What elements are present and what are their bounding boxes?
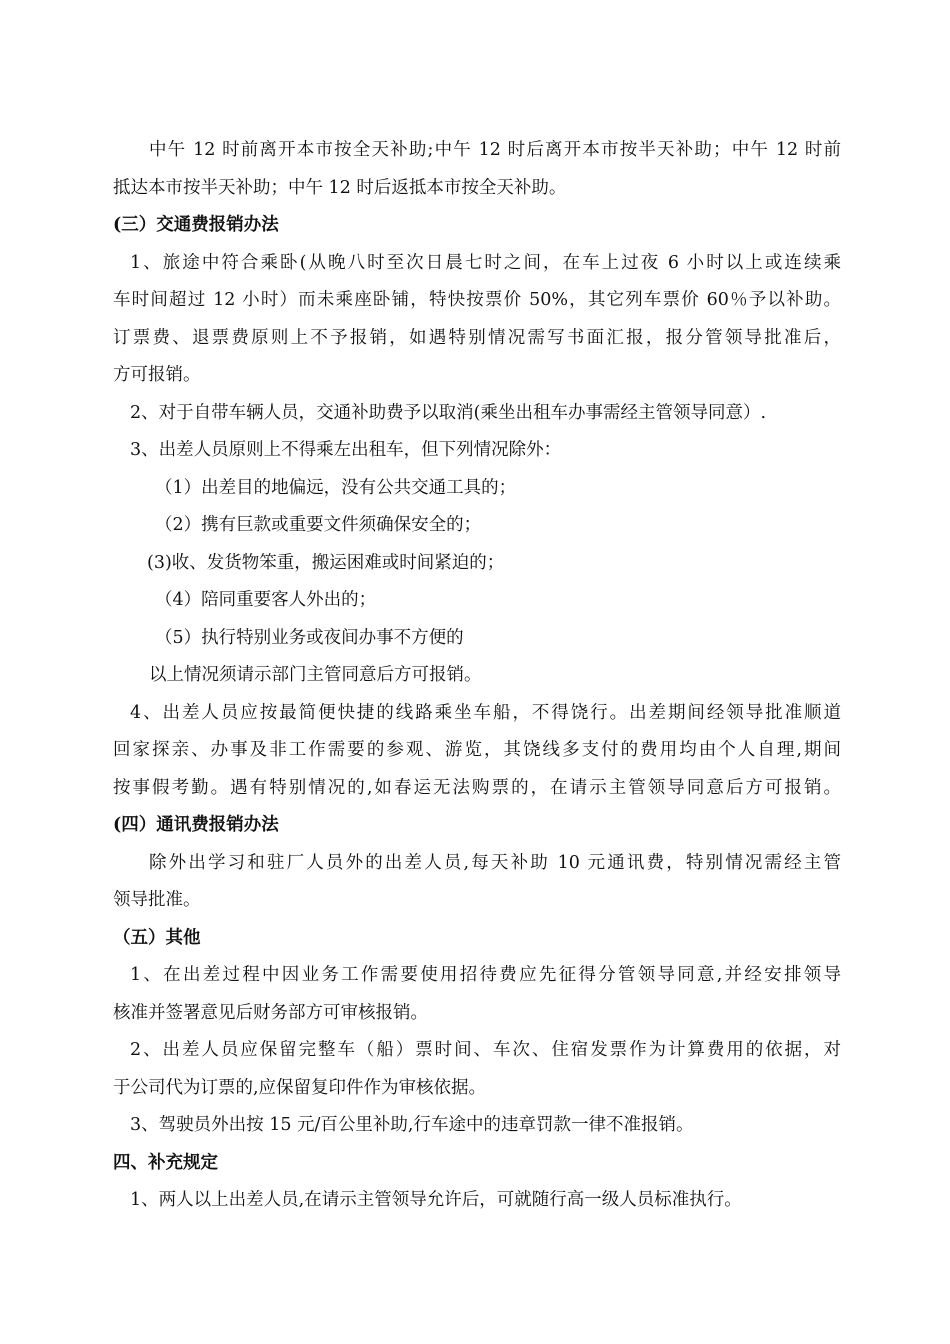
paragraph-line: 3、驾驶员外出按 15 元/百公里补助,行车途中的违章罚款一律不准报销。: [130, 1115, 694, 1135]
section-heading: （五）其他: [113, 927, 201, 948]
paragraph-line: (3)收、发货物笨重，搬运困难或时间紧迫的；: [147, 552, 505, 573]
paragraph-line: 1、旅途中符合乘卧(从晚八时至次日晨七时之间，在车上过夜 6 小时以上或连续乘: [130, 252, 841, 273]
section-heading: (四）通讯费报销办法: [113, 815, 279, 835]
paragraph-line: （1）出差目的地偏远，没有公共交通工具的；: [155, 477, 517, 498]
paragraph-line: 回家探亲、办事及非工作需要的参观、游览，其饶线多支付的费用均由个人自理,期间: [113, 740, 841, 760]
document-body: [113, 132, 841, 1220]
paragraph-line: 4、出差人员应按最简便快捷的线路乘坐车船，不得饶行。出差期间经领导批准顺道: [130, 702, 841, 723]
paragraph-line: （4）陪同重要客人外出的；: [155, 590, 377, 610]
paragraph-line: （5）执行特别业务或夜间办事不方便的: [155, 627, 464, 648]
paragraph-line: 2、出差人员应保留完整车（船）票时间、车次、住宿发票作为计算费用的依据，对: [130, 1040, 841, 1060]
paragraph-line: 除外出学习和驻厂人员外的出差人员,每天补助 10 元通讯费，特别情况需经主管: [149, 852, 841, 873]
paragraph-line: 车时间超过 12 小时）而未乘座卧铺，特快按票价 50%，其它列车票价 60％予以补助。: [113, 290, 841, 310]
paragraph-line: 以上情况须请示部门主管同意后方可报销。: [149, 665, 482, 685]
section-heading: 四、补充规定: [113, 1152, 218, 1173]
paragraph-line: （2）携有巨款或重要文件须确保安全的；: [155, 515, 482, 535]
paragraph-line: 3、出差人员原则上不得乘左出租车，但下列情况除外：: [130, 440, 562, 460]
paragraph-line: 方可报销。: [113, 365, 201, 385]
paragraph-line: 中午 12 时前离开本市按全天补助;中午 12 时后离开本市按半天补助；中午 12 时前: [149, 140, 841, 160]
paragraph-line: 抵达本市按半天补助；中午 12 时后返抵本市按全天补助。: [113, 177, 567, 198]
paragraph-line: 领导批准。: [113, 890, 201, 910]
paragraph-line: 按事假考勤。遇有特别情况的,如春运无法购票的，在请示主管领导同意后方可报销。: [113, 777, 841, 798]
paragraph-line: 核准并签署意见后财务部方可审核报销。: [113, 1002, 428, 1023]
paragraph-line: 于公司代为订票的,应保留复印件作为审核依据。: [113, 1077, 487, 1098]
paragraph-line: 订票费、退票费原则上不予报销，如遇特别情况需写书面汇报，报分管领导批准后，: [113, 327, 841, 348]
paragraph-line: 1、两人以上出差人员,在请示主管领导允许后，可就随行高一级人员标准执行。: [130, 1190, 742, 1210]
paragraph-line: 2、对于自带车辆人员，交通补助费予以取消(乘坐出租车办事需经主管领导同意）.: [130, 402, 767, 423]
section-heading: (三）交通费报销办法: [113, 215, 279, 235]
paragraph-line: 1、在出差过程中因业务工作需要使用招待费应先征得分管领导同意,并经安排领导: [130, 965, 841, 985]
